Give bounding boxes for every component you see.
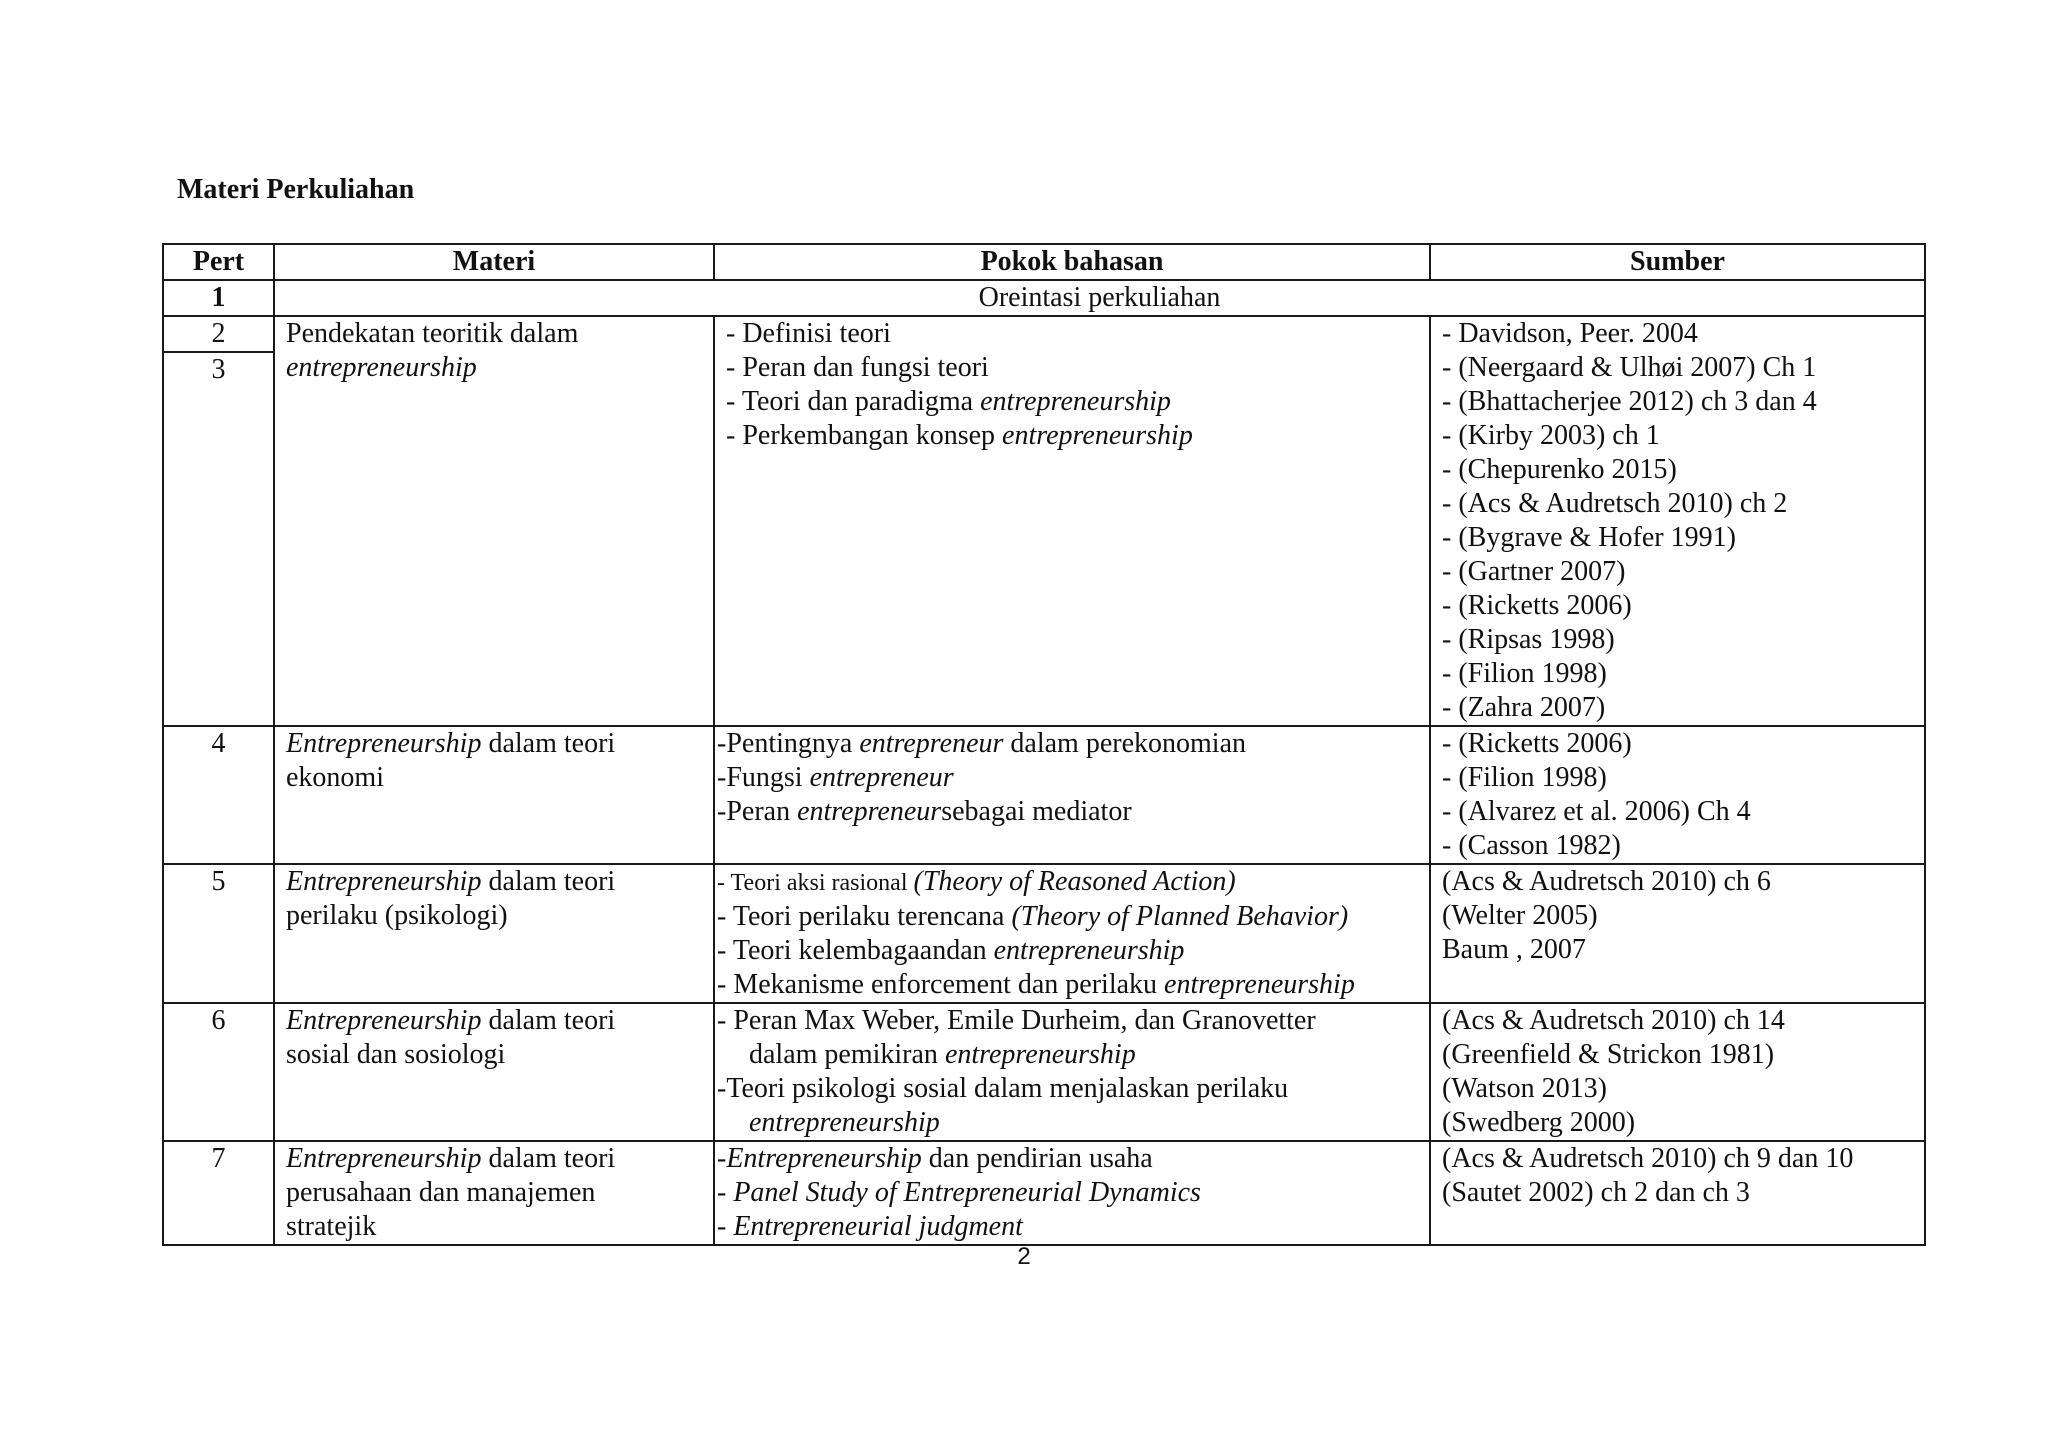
pokok-item: - Definisi teori: [726, 318, 891, 349]
materi-cell: [274, 316, 714, 726]
materi-line: Entrepreneurship dalam teori: [286, 1143, 616, 1174]
orientation-cell: Oreintasi perkuliahan: [274, 280, 1925, 316]
materi-line: ekonomi: [286, 762, 384, 793]
materi-line: perusahaan dan manajemen: [286, 1177, 596, 1208]
pokok-item: -Entrepreneurship dan pendirian usaha: [717, 1143, 1153, 1174]
materi-table: [162, 243, 1926, 1246]
pokok-item: - Panel Study of Entrepreneurial Dynamics: [717, 1177, 1201, 1208]
sumber-item: (Acs & Audretsch 2010) ch 9 dan 10: [1442, 1143, 1854, 1174]
sumber-cell: [1430, 864, 1925, 1003]
table-row: [163, 864, 1925, 1003]
page-title: Materi Perkuliahan: [177, 174, 415, 205]
pokok-cell: [714, 316, 1430, 726]
pokok-item: - Perkembangan konsep entrepreneurship: [726, 420, 1193, 451]
sumber-item: - (Kirby 2003) ch 1: [1442, 420, 1660, 451]
pokok-cell: [714, 864, 1430, 1003]
materi-line: Entrepreneurship dalam teori: [286, 728, 616, 759]
materi-line: perilaku (psikologi): [286, 900, 508, 931]
materi-line: entrepreneurship: [286, 352, 477, 383]
materi-line: Entrepreneurship dalam teori: [286, 866, 616, 897]
sumber-item: (Watson 2013): [1442, 1073, 1607, 1104]
sumber-cell: [1430, 316, 1925, 726]
sumber-item: - (Gartner 2007): [1442, 556, 1626, 587]
sumber-item: - (Zahra 2007): [1442, 692, 1606, 723]
pokok-item: dalam pemikiran entrepreneurship: [749, 1039, 1136, 1070]
pokok-item: -Peran entrepreneursebagai mediator: [717, 796, 1132, 827]
pokok-item: -Pentingnya entrepreneur dalam perekonomian: [717, 728, 1247, 759]
sumber-item: - (Acs & Audretsch 2010) ch 2: [1442, 488, 1788, 519]
sumber-cell: [1430, 1003, 1925, 1141]
sumber-item: - (Bhattacherjee 2012) ch 3 dan 4: [1442, 386, 1817, 417]
table-row: [163, 280, 1925, 316]
sumber-item: (Welter 2005): [1442, 900, 1598, 931]
sumber-item: - (Alvarez et al. 2006) Ch 4: [1442, 796, 1751, 827]
sumber-item: (Greenfield & Strickon 1981): [1442, 1039, 1775, 1070]
sumber-item: - (Bygrave & Hofer 1991): [1442, 522, 1736, 553]
pokok-item: -Fungsi entrepreneur: [717, 762, 954, 793]
sumber-item: (Acs & Audretsch 2010) ch 6: [1442, 866, 1771, 897]
pert-cell: 5: [163, 864, 274, 1003]
table-row: [163, 726, 1925, 864]
sumber-item: - (Casson 1982): [1442, 830, 1621, 861]
pokok-item: - Teori dan paradigma entrepreneurship: [726, 386, 1171, 417]
sumber-item: - (Filion 1998): [1442, 658, 1607, 689]
sumber-item: (Swedberg 2000): [1442, 1107, 1636, 1138]
table-row: [163, 1003, 1925, 1141]
pert-cell: 1: [163, 280, 274, 316]
sumber-item: - Davidson, Peer. 2004: [1442, 318, 1698, 349]
header-pokok-bahasan: Pokok bahasan: [714, 244, 1430, 280]
materi-cell: [274, 726, 714, 864]
table-row: [163, 316, 1925, 726]
materi-line: sosial dan sosiologi: [286, 1039, 506, 1070]
sumber-item: - (Chepurenko 2015): [1442, 454, 1677, 485]
materi-line: Entrepreneurship dalam teori: [286, 1005, 616, 1036]
pert-number: 2: [164, 317, 273, 353]
pokok-item: - Mekanisme enforcement dan perilaku entrepreneurship: [717, 969, 1355, 1000]
materi-line: Pendekatan teoritik dalam: [286, 318, 579, 349]
pokok-item: - Entrepreneurial judgment: [717, 1211, 1023, 1242]
pokok-cell: [714, 1003, 1430, 1141]
header-pert: Pert: [163, 244, 274, 280]
sumber-item: - (Ripsas 1998): [1442, 624, 1615, 655]
header-row: [163, 244, 1925, 280]
sumber-item: - (Ricketts 2006): [1442, 728, 1632, 759]
sumber-cell: [1430, 726, 1925, 864]
pert-number: 3: [211, 354, 226, 385]
pokok-item: - Peran Max Weber, Emile Durheim, dan Granovetter: [717, 1005, 1316, 1036]
header-sumber: Sumber: [1430, 244, 1925, 280]
materi-line: stratejik: [286, 1211, 377, 1242]
pokok-item: - Teori aksi rasional (Theory of Reasoned Action): [717, 866, 1236, 897]
sumber-cell: [1430, 1141, 1925, 1245]
pert-cell: [163, 316, 274, 726]
materi-cell: [274, 864, 714, 1003]
materi-cell: [274, 1003, 714, 1141]
sumber-item: - (Neergaard & Ulhøi 2007) Ch 1: [1442, 352, 1817, 383]
table-row: [163, 1141, 1925, 1245]
sumber-item: (Sautet 2002) ch 2 dan ch 3: [1442, 1177, 1750, 1208]
pert-cell: 6: [163, 1003, 274, 1141]
pert-cell: 7: [163, 1141, 274, 1245]
materi-cell: [274, 1141, 714, 1245]
pokok-item: - Teori perilaku terencana (Theory of Planned Behavior): [717, 901, 1349, 932]
sumber-item: (Acs & Audretsch 2010) ch 14: [1442, 1005, 1785, 1036]
sumber-item: - (Ricketts 2006): [1442, 590, 1632, 621]
pokok-cell: [714, 726, 1430, 864]
page-number: 2: [1017, 1243, 1031, 1270]
sumber-item: Baum , 2007: [1442, 934, 1586, 965]
header-materi: Materi: [274, 244, 714, 280]
pokok-item: -Teori psikologi sosial dalam menjalaskan perilaku: [717, 1073, 1289, 1104]
pokok-cell: [714, 1141, 1430, 1245]
sumber-item: - (Filion 1998): [1442, 762, 1607, 793]
pokok-item: - Peran dan fungsi teori: [726, 352, 989, 383]
pert-cell: 4: [163, 726, 274, 864]
pokok-item: entrepreneurship: [749, 1107, 940, 1138]
pokok-item: - Teori kelembagaandan entrepreneurship: [717, 935, 1185, 966]
